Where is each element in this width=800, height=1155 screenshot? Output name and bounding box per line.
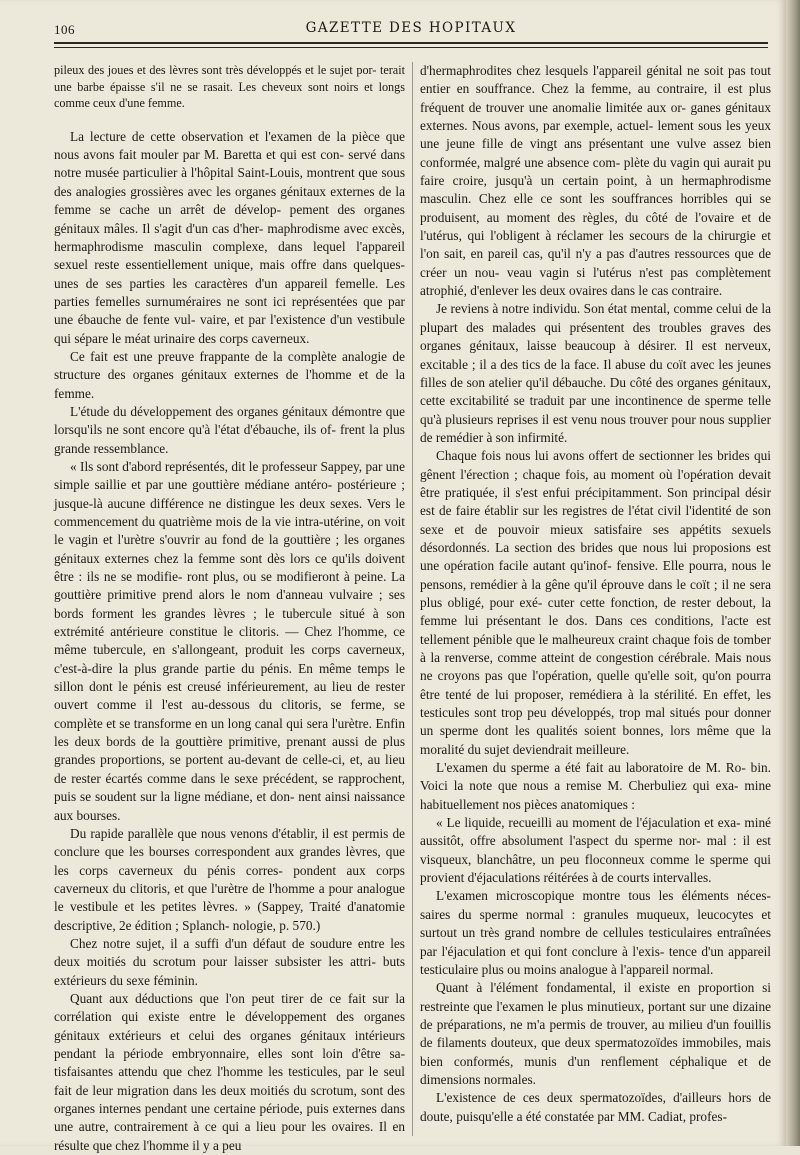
- paragraph: « Ils sont d'abord représentés, dit le professeur Sappey, par une simple saillie et par une gouttière médiane antéro- postérieure ; jusque-là aucune différence ne distingue les deux sexes. Vers le commencement du quatrième mois de la vie intra-utérine, on voit le vagin et l'urètre s'ouvrir au fond de la gouttière ; les organes génitaux externes chez la femme sont dès lors ce qu'ils doivent être : ils ne se modifie- ront plus, ou se modifieront à peine. La gouttière primitive prend alors le nom d'anneau vulvaire ; ses bords forment les grandes lèvres ; le tubercule situé à son extrémité antérieure constitue le clitoris. — Chez l'homme, ce même tubercule, en s'allongeant, produit les corps caverneux, c'est-à-dire la plus grande partie du pénis. En même temps le sillon dont le pénis est creusé inférieurement, au lieu de rester ouvert comme il l'est au-dessous du clitoris, se ferme, se complète et se transforme en un long canal qui sera l'urètre. Enfin les deux bords de la gouttière primitive, prenant aussi de plus grandes proportions, se portent au-devant de celle-ci, et, au lieu de rester écartés comme dans le sexe précédent, se rapprochent, puis se soudent sur la ligne médiane, et don- nent ainsi naissance aux bourses.: [54, 458, 405, 823]
- page-header: [54, 18, 768, 42]
- paragraph: Du rapide parallèle que nous venons d'établir, il est permis de conclure que les bourses correspondent aux grandes lèvres, que les corps caverneux du pénis corres- pondent aux corps caverneux du clitoris, et que l'urètre de l'homme a pour analogue le vestibule et les petites lèvres. » (Sappey, Traité d'anatomie descriptive, 2e édition ; Splanch- nologie, p. 570.): [54, 825, 405, 933]
- paragraph: L'examen microscopique montre tous les éléments néces- saires du sperme normal : granules muqueux, leucocytes et surtout un très grand nombre de cellules testiculaires entraînées par l'éjaculation et qui font conclure à l'exis- tence d'un appareil testiculaire plus ou moins analogue à l'appareil normal.: [420, 888, 771, 977]
- running-title: GAZETTE DES HOPITAUX: [305, 20, 517, 36]
- paragraph: Je reviens à notre individu. Son état mental, comme celui de la plupart des malades qui présentent des troubles graves des organes génitaux, laisse beaucoup à désirer. Il est nerveux, excitable ; il a des tics de la face. Il abuse du coït avec les jeunes filles de son atelier qu'il débauche. Du côté des organes génitaux, cette excitabilité se traduit par une incontinence de sperme telle qu'à plusieurs reprises il est venu nous trouver pour nous supplier de remédier à son infirmité.: [420, 301, 771, 445]
- paragraph-spacer: [54, 112, 405, 128]
- paragraph: Chaque fois nous lui avons offert de sectionner les brides qui gênent l'érection ; chaque fois, au moment où l'opération devait être pratiquée, il s'est enfui précipitamment. Son principal désir est de faire établir sur les registres de l'état civil l'identité de son sexe et de pouvoir mieux satisfaire ses appétits sexuels désordonnés. La section des brides que nous lui proposions est une opération facile autant qu'inof- fensive. Elle pourra, nous le pensons, remédier à la gêne qu'il éprouve dans le coït ; il ne sera plus obligé, pour exé- cuter cette fonction, de rester debout, la femme lui présentant le dos. Dans ces conditions, l'acte est tellement pénible que le malheureux craint chaque fois de tomber à la renverse, comme atteint de congestion cérébrale. Mais nous ne croyons pas que l'opération, quelle qu'elle soit, qu'on pourra être tenté de lui proposer, remédiera à la stérilité. En effet, les testicules sont trop peu développés, trop mal situés pour donner un sperme dont les qualités soient bonnes, lors même que la moralité du sujet deviendrait meilleure.: [420, 448, 771, 757]
- header-rule-thin: [54, 47, 768, 48]
- page-edge: [786, 0, 800, 1146]
- paragraph: Quant aux déductions que l'on peut tirer de ce fait sur la corrélation qui existe entre le développement des organes génitaux extérieurs et celui des organes génitaux intérieurs pendant la période embryonnaire, elles sont loin d'être sa- tisfaisantes attendu que chez l'homme les testicules, par le seul fait de leur migration dans les deux moitiés du scrotum, sont des organes internes pendant une certaine période, puis externes dans une autre, contrairement à ce qui a lieu pour les ovaires. Il en résulte que chez l'homme il y a peu: [54, 990, 405, 1153]
- paragraph: pileux des joues et des lèvres sont très développés et le sujet por- terait une barbe épaisse s'il ne se rasait. Les cheveux sont noirs et longs comme ceux d'une femme.: [54, 63, 405, 111]
- paragraph: Chez notre sujet, il a suffi d'un défaut de soudure entre les deux moitiés du scrotum pour laisser subsister les attri- buts extérieurs du sexe féminin.: [54, 935, 405, 988]
- paragraph: L'étude du développement des organes génitaux démontre que lorsqu'ils ne sont encore qu'à l'état d'ébauche, ils of- frent la plus grande ressemblance.: [54, 403, 405, 456]
- paragraph: Quant à l'élément fondamental, il existe en proportion si restreinte que l'examen le plus minutieux, portant sur une dizaine de préparations, ne m'a permis de trouver, au milieu d'un fouillis de filaments douteux, que deux spermatozoïdes immobiles, mais bien conformés, munis d'un renflement céphalique et de dimensions normales.: [420, 980, 771, 1087]
- column-divider: [412, 62, 413, 1136]
- header-rule: [54, 42, 768, 44]
- paragraph: L'examen du sperme a été fait au laboratoire de M. Ro- bin. Voici la note que nous a remise M. Cherbuliez qui exa- mine habituellement nos pièces anatomiques :: [420, 760, 771, 812]
- left-column: [54, 62, 405, 1155]
- paragraph: « Le liquide, recueilli au moment de l'éjaculation et exa- miné aussitôt, offre absolument l'aspect du sperme nor- mal : il est visqueux, blanchâtre, un peu floconneux comme le sperme qui provient d'éjaculations réitérées à de courts intervalles.: [420, 815, 771, 886]
- paragraph: La lecture de cette observation et l'examen de la pièce que nous avons fait mouler par M. Baretta et qui est con- servé dans notre musée particulier à l'hôpital Saint-Louis, montrent que sous des analogies grossières avec les organes génitaux externes de la femme se cache un arrêt de dévelop- pement des organes génitaux mâles. Il s'agit d'un cas d'her- maphrodisme avec excès, hermaphrodisme masculin complexe, dans lequel l'appareil sexuel reste essentiellement unique, mais offre dans quelques-unes de ses parties les caractères d'un appareil femelle. Les parties femelles surnuméraires ne sont ici représentées que par une ébauche de fente vul- vaire, et par l'existence d'un vestibule qui sépare le méat urinaire des corps caverneux.: [54, 128, 405, 346]
- paragraph: L'existence de ces deux spermatozoïdes, d'ailleurs hors de doute, puisqu'elle a été constatée par MM. Cadiat, profes-: [420, 1090, 771, 1124]
- page-number: 106: [54, 22, 75, 37]
- paragraph: Ce fait est une preuve frappante de la complète analogie de structure des organes génitaux externes de l'homme et de la femme.: [54, 348, 405, 401]
- paragraph: d'hermaphrodites chez lesquels l'appareil génital ne soit pas tout entier en souffrance. Chez la femme, au contraire, il est plus fréquent de trouver une anomalie limitée aux or- ganes génitaux externes. Nous avons, par exemple, actuel- lement sous les yeux une jeune fille de vingt ans présentant une vulve assez bien conformée, malgré une absence com- plète du vagin qui aurait pu faire croire, jusqu'à un certain point, à un hermaphrodisme masculin. Chez elle ce sont les souffrances horribles qui se produisent, au moment des règles, du côté de l'ovaire et de l'utérus, qui l'obligent à réclamer les secours de la chirurgie et l'on sait, en pareil cas, qu'il n'y a pas d'autres ressources que de créer un nou- veau vagin si l'utérus n'est pas complètement atrophié, d'enlever les deux ovaires dans le cas contraire.: [420, 63, 771, 299]
- right-column: [420, 62, 771, 1126]
